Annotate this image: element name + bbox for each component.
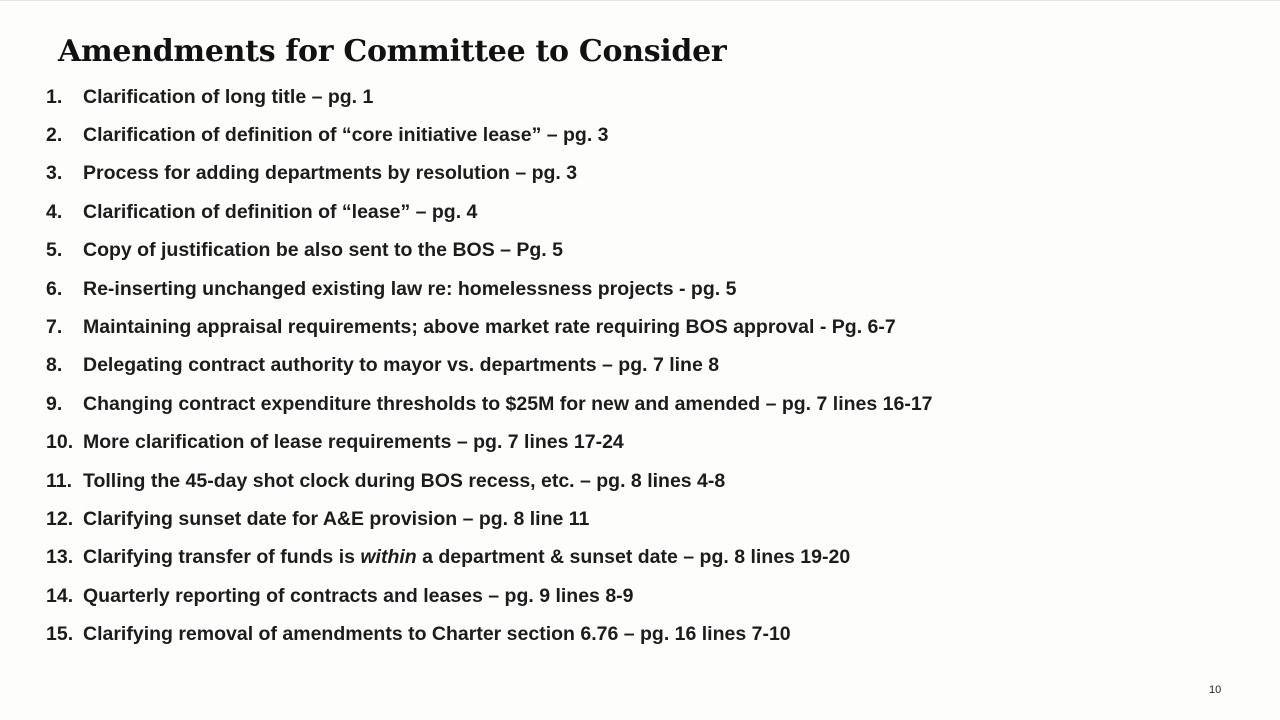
page-number: 10 [1209,684,1222,696]
item-text: Clarifying sunset date for A&E provision – pg. 8 line 11 [83,507,590,530]
list-item [46,116,933,154]
list-item [46,462,933,500]
item-number: 10. [46,431,74,454]
item-text: Changing contract expenditure thresholds to $25M for new and amended – pg. 7 lines 16-17 [83,392,933,415]
list-item [46,424,933,462]
item-number: 4. [46,200,63,223]
item-text: Re-inserting unchanged existing law re: homelessness projects - pg. 5 [83,277,737,300]
item-number: 11. [46,469,73,492]
item-text: Clarification of long title – pg. 1 [83,85,374,108]
list-item [46,385,933,423]
item-text [83,546,850,569]
item-text: Process for adding departments by resolution – pg. 3 [83,162,578,185]
item-number: 2. [46,124,63,147]
list-item [46,270,933,308]
list-item [46,500,933,538]
item-number: 3. [46,162,63,185]
item-text: Quarterly reporting of contracts and leases – pg. 9 lines 8-9 [83,584,634,607]
item-number: 15. [46,623,74,646]
list-item [46,308,933,346]
item-text: Clarification of definition of “core initiative lease” – pg. 3 [83,124,609,147]
amendments-list [46,78,933,654]
item-text: More clarification of lease requirements – pg. 7 lines 17-24 [83,431,624,454]
item-number: 12. [46,507,74,530]
list-item [46,615,933,653]
slide-title: Amendments for Committee to Consider [58,34,727,69]
list-item [46,193,933,231]
item-number: 1. [46,85,63,108]
item-number: 14. [46,584,74,607]
list-item [46,577,933,615]
item-number: 13. [46,546,74,569]
item-number: 7. [46,316,63,339]
item-number: 5. [46,239,63,262]
item-number: 9. [46,392,63,415]
item-text: Clarification of definition of “lease” – pg. 4 [83,200,478,223]
list-item [46,78,933,116]
item-number: 6. [46,277,63,300]
item-number: 8. [46,354,63,377]
item-text: Maintaining appraisal requirements; above market rate requiring BOS approval - Pg. 6-7 [83,316,896,339]
list-item [46,155,933,193]
list-item [46,539,933,577]
item-text: Copy of justification be also sent to the BOS – Pg. 5 [83,239,563,262]
item-text: Delegating contract authority to mayor vs. departments – pg. 7 line 8 [83,354,720,377]
list-item [46,232,933,270]
item-text-emphasis: within [360,546,417,569]
list-item [46,347,933,385]
item-text-before: Clarifying transfer of funds is [83,546,361,569]
item-text-after: a department & sunset date – pg. 8 lines 19-20 [416,546,851,569]
item-text: Tolling the 45-day shot clock during BOS recess, etc. – pg. 8 lines 4-8 [83,469,726,492]
item-text: Clarifying removal of amendments to Charter section 6.76 – pg. 16 lines 7-10 [83,623,791,646]
